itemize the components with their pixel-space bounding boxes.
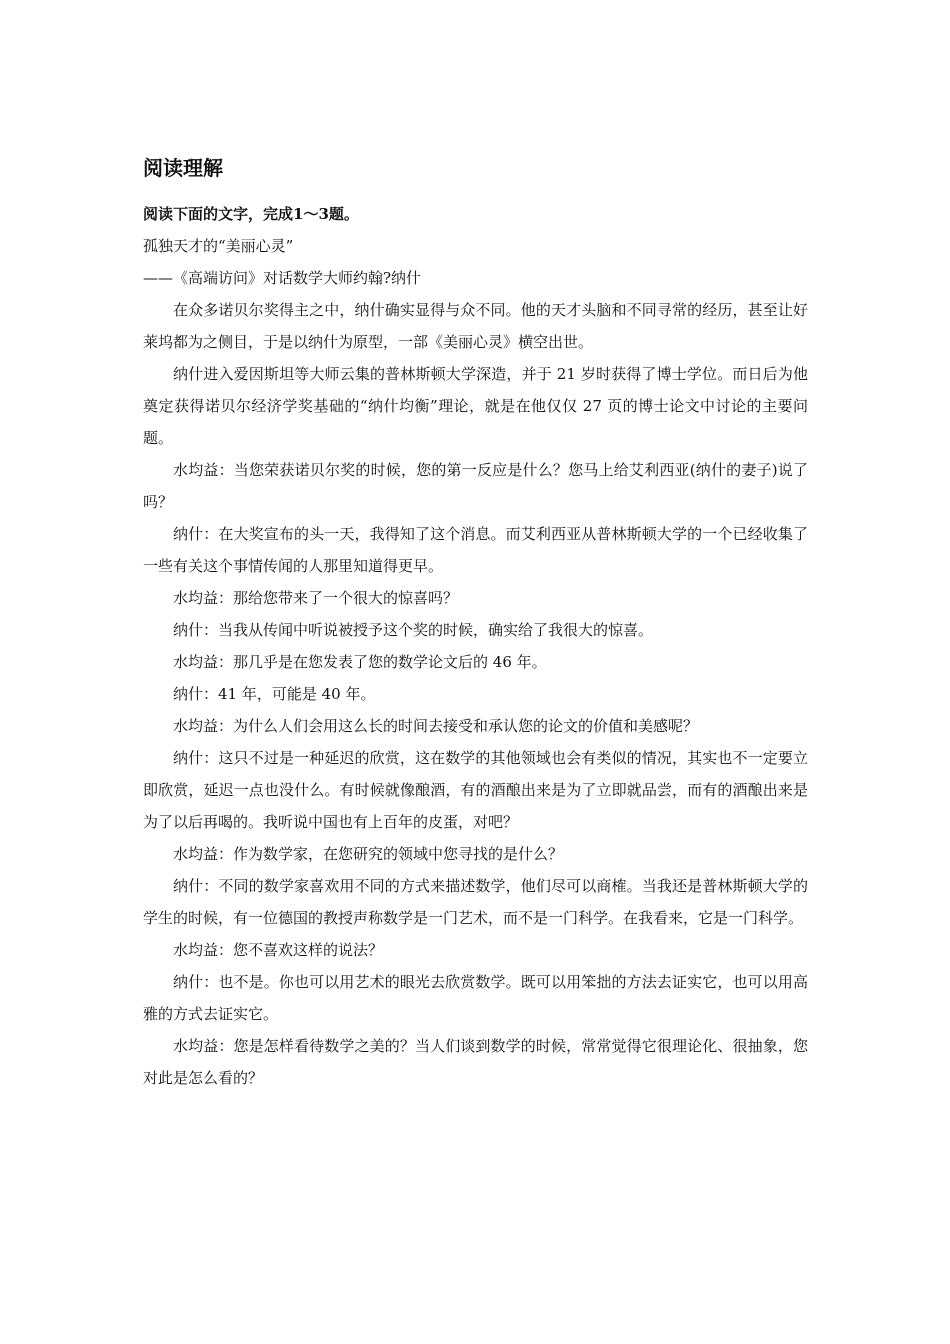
question-instruction: 阅读下面的文字，完成1～3题。 — [143, 205, 359, 223]
paragraph: 纳什：这只不过是一种延迟的欣赏，这在数学的其他领域也会有类似的情况，其实也不一定要立即欣赏，延迟一点也没什么。有时候就像酿酒，有的酒酿出来是为了立即就品尝，而有的酒酿出来是为了以后再喝的。我听说中国也有上百年的皮蛋，对吧？ — [143, 749, 808, 831]
paragraph: 水均益：那给您带来了一个很大的惊喜吗？ — [173, 589, 459, 607]
paragraph: 纳什进入爱因斯坦等大师云集的普林斯顿大学深造，并于 21 岁时获得了博士学位。而日后为他奠定获得诺贝尔经济学奖基础的“纳什均衡”理论，就是在他仅仅 27 页的博士论文中讨论的主要问题。 — [143, 365, 808, 447]
article-subtitle: ——《高端访问》对话数学大师约翰?纳什 — [143, 269, 422, 287]
paragraph: 水均益：那几乎是在您发表了您的数学论文后的 46 年。 — [173, 653, 547, 671]
document-page — [143, 152, 808, 1094]
paragraph: 纳什：当我从传闻中听说被授予这个奖的时候，确实给了我很大的惊喜。 — [173, 621, 654, 639]
paragraph: 水均益：为什么人们会用这么长的时间去接受和承认您的论文的价值和美感呢？ — [173, 717, 699, 735]
paragraph: 纳什：在大奖宣布的头一天，我得知了这个消息。而艾利西亚从普林斯顿大学的一个已经收集了一些有关这个事情传闻的人那里知道得更早。 — [143, 525, 808, 575]
paragraph: 水均益：您是怎样看待数学之美的？当人们谈到数学的时候，常常觉得它很理论化、很抽象，您对此是怎么看的？ — [143, 1037, 808, 1087]
paragraph: 水均益：您不喜欢这样的说法？ — [173, 941, 384, 959]
paragraph: 纳什：不同的数学家喜欢用不同的方式来描述数学，他们尽可以商榷。当我还是普林斯顿大学的学生的时候，有一位德国的教授声称数学是一门艺术，而不是一门科学。在我看来，它是一门科学。 — [143, 877, 808, 927]
paragraph: 水均益：作为数学家，在您研究的领域中您寻找的是什么？ — [173, 845, 564, 863]
section-heading: 阅读理解 — [143, 156, 223, 180]
paragraph: 纳什：41 年，可能是 40 年。 — [173, 685, 376, 703]
article-title: 孤独天才的“美丽心灵” — [143, 237, 294, 255]
paragraph: 水均益：当您荣获诺贝尔奖的时候，您的第一反应是什么？您马上给艾利西亚(纳什的妻子)说了吗？ — [143, 461, 808, 511]
paragraph: 纳什：也不是。你也可以用艺术的眼光去欣赏数学。既可以用笨拙的方法去证实它，也可以用高雅的方式去证实它。 — [143, 973, 808, 1023]
paragraph: 在众多诺贝尔奖得主之中，纳什确实显得与众不同。他的天才头脑和不同寻常的经历，甚至让好莱坞都为之侧目，于是以纳什为原型，一部《美丽心灵》横空出世。 — [143, 301, 808, 351]
